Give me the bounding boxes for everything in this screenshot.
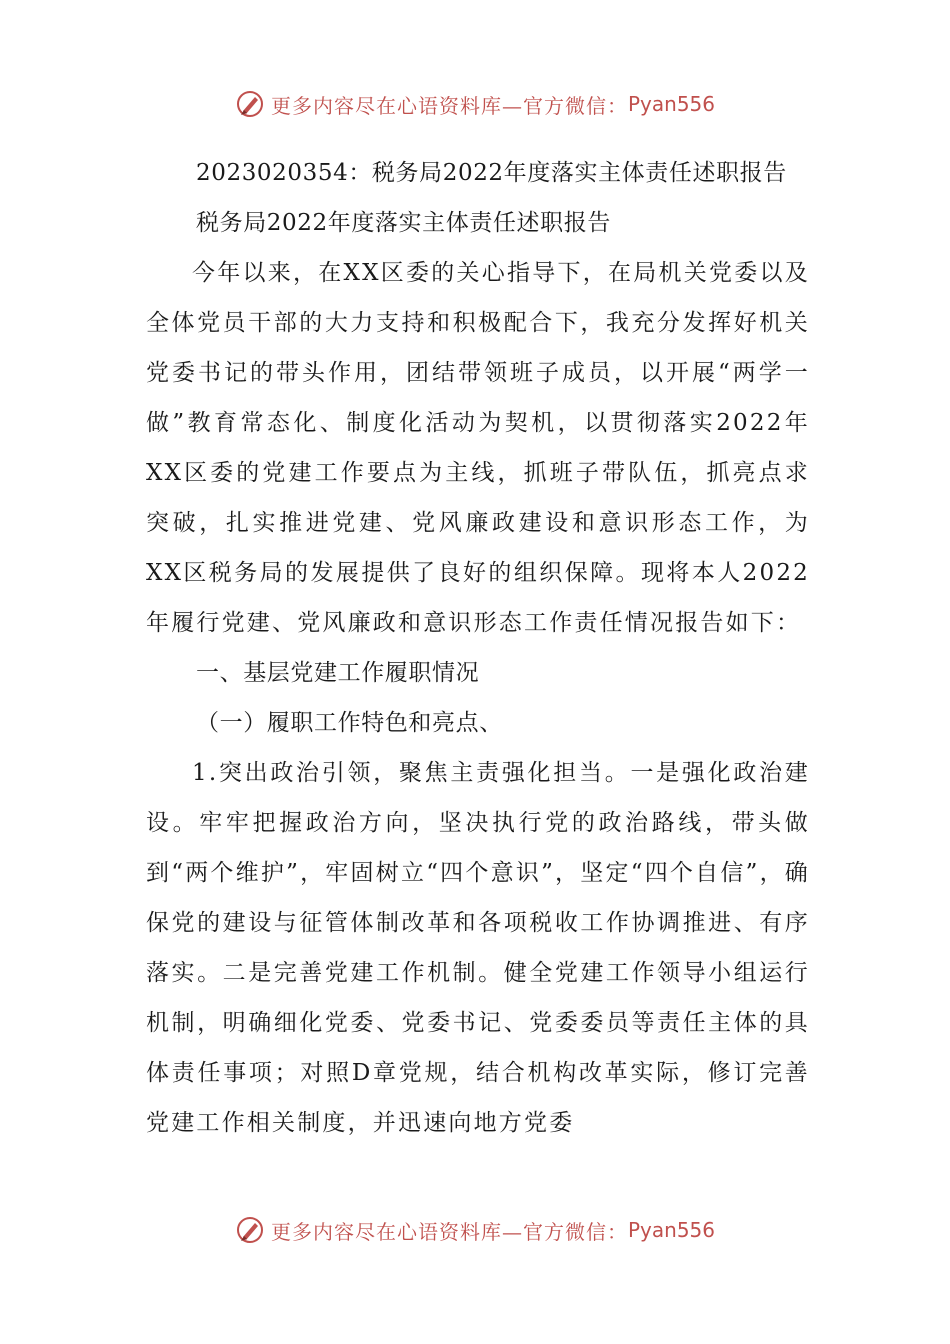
pen-logo-icon [235, 1215, 265, 1245]
subsection-heading: （一）履职工作特色和亮点、 [196, 710, 503, 736]
section-heading: 一、基层党建工作履职情况 [196, 660, 480, 686]
document-body [146, 148, 810, 1148]
document-heading-with-id: 2023020354：税务局2022年度落实主体责任述职报告 [196, 160, 787, 186]
watermark-wechat-id: Pyan556 [627, 92, 715, 116]
header-watermark [0, 84, 950, 124]
watermark-wechat-id: Pyan556 [627, 1218, 715, 1242]
body-paragraph: 1.突出政治引领，聚焦主责强化担当。一是强化政治建设。牢牢把握政治方向，坚决执行党的政治路线，带头做到“两个维护”，牢固树立“四个意识”，坚定“四个自信”，确保党的建设与征管体制改革和各项税收工作协调推进、有序落实。二是完善党建工作机制。健全党建工作领导小组运行机制，明确细化党委、党委书记、党委委员等责任主体的具体责任事项；对照D章党规，结合机构改革实际，修订完善党建工作相关制度，并迅速向地方党委 [146, 760, 810, 1136]
document-title: 税务局2022年度落实主体责任述职报告 [196, 210, 611, 236]
intro-paragraph: 今年以来，在XX区委的关心指导下，在局机关党委以及全体党员干部的大力支持和积极配合下，我充分发挥好机关党委书记的带头作用，团结带领班子成员，以开展“两学一做”教育常态化、制度化活动为契机，以贯彻落实2022年XX区委的党建工作要点为主线，抓班子带队伍，抓亮点求突破，扎实推进党建、党风廉政建设和意识形态工作，为XX区税务局的发展提供了良好的组织保障。现将本人2022年履行党建、党风廉政和意识形态工作责任情况报告如下： [146, 260, 810, 636]
watermark-text: 更多内容尽在心语资料库—官方微信： [270, 93, 628, 118]
footer-watermark [0, 1210, 950, 1250]
pen-logo-icon [235, 89, 265, 119]
watermark-text: 更多内容尽在心语资料库—官方微信： [270, 1219, 628, 1244]
